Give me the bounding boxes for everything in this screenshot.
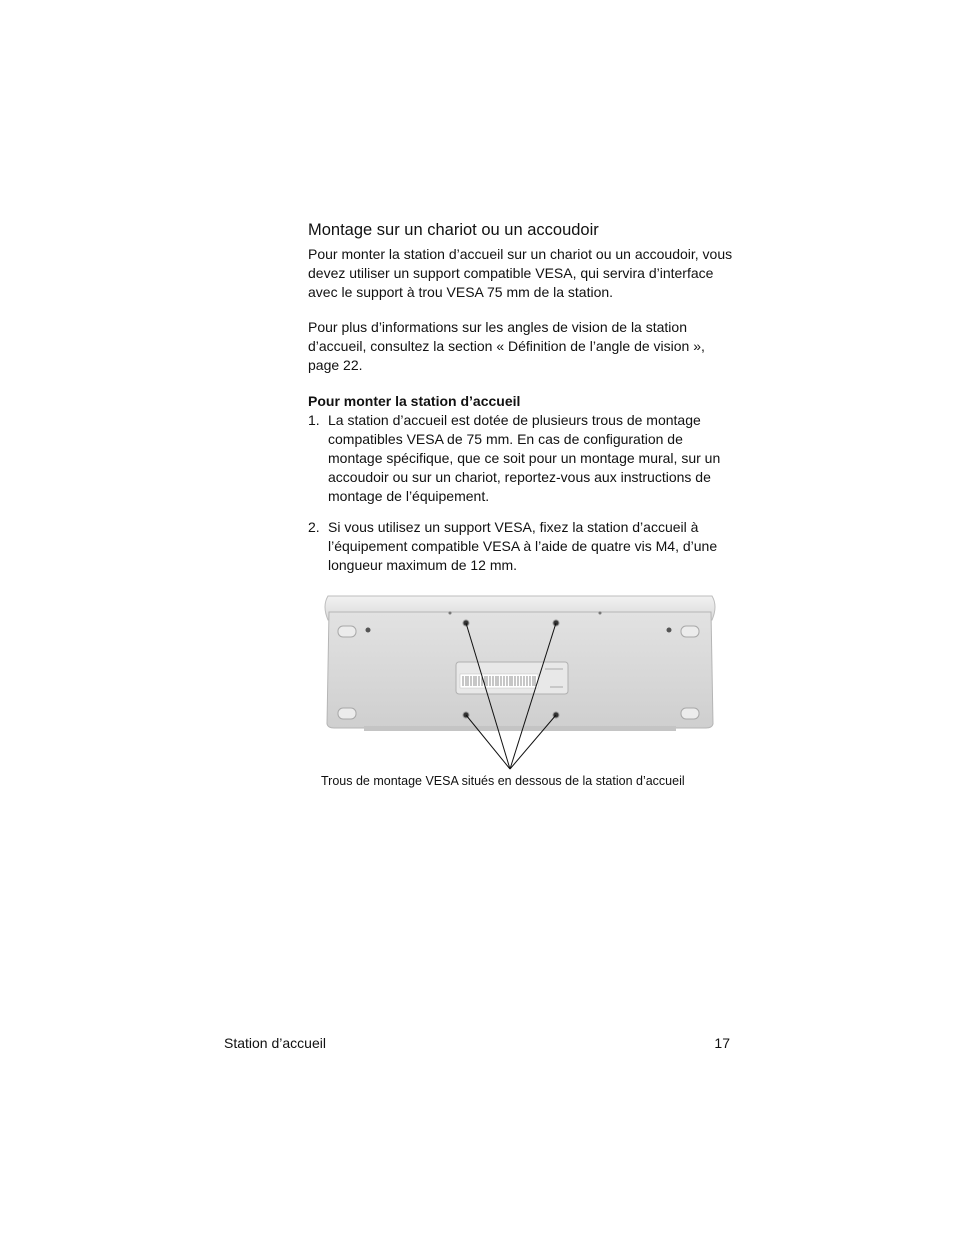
- footer-title: Station d’accueil: [224, 1035, 326, 1051]
- step-number: 2.: [308, 519, 320, 535]
- docking-station-bottom-illustration: [320, 592, 720, 772]
- intro-paragraph: Pour monter la station d’accueil sur un chariot ou un accoudoir, vous devez utiliser un support compatible VESA, qui servira d’interface avec le support à trou VESA 75 mm de la station.: [308, 246, 733, 300]
- step-2: [308, 518, 733, 575]
- step-number: 1.: [308, 412, 320, 428]
- figure-caption: Trous de montage VESA situés en dessous de la station d’accueil: [321, 774, 685, 788]
- procedure-steps: [308, 411, 733, 575]
- docking-station-figure: [320, 592, 720, 772]
- section-title: Montage sur un chariot ou un accoudoir: [308, 221, 599, 239]
- step-text: La station d’accueil est dotée de plusieurs trous de montage compatibles VESA de 75 mm. En cas de configuration de montage spécifique, que ce soit pour un montage mural, sur un accoudoir ou sur un chariot, reportez-vous aux instructions de montage de l’équipement.: [328, 412, 721, 504]
- page-number: 17: [714, 1035, 730, 1051]
- step-text: Si vous utilisez un support VESA, fixez la station d’accueil à l’équipement compatible VESA à l’aide de quatre vis M4, d’une longueur maximum de 12 mm.: [328, 519, 718, 573]
- procedure-title: Pour monter la station d’accueil: [308, 393, 521, 409]
- reference-paragraph: Pour plus d’informations sur les angles de vision de la station d’accueil, consultez la section « Définition de l’angle de vision », page 22.: [308, 319, 705, 373]
- main-content: [308, 219, 733, 587]
- step-1: [308, 411, 733, 506]
